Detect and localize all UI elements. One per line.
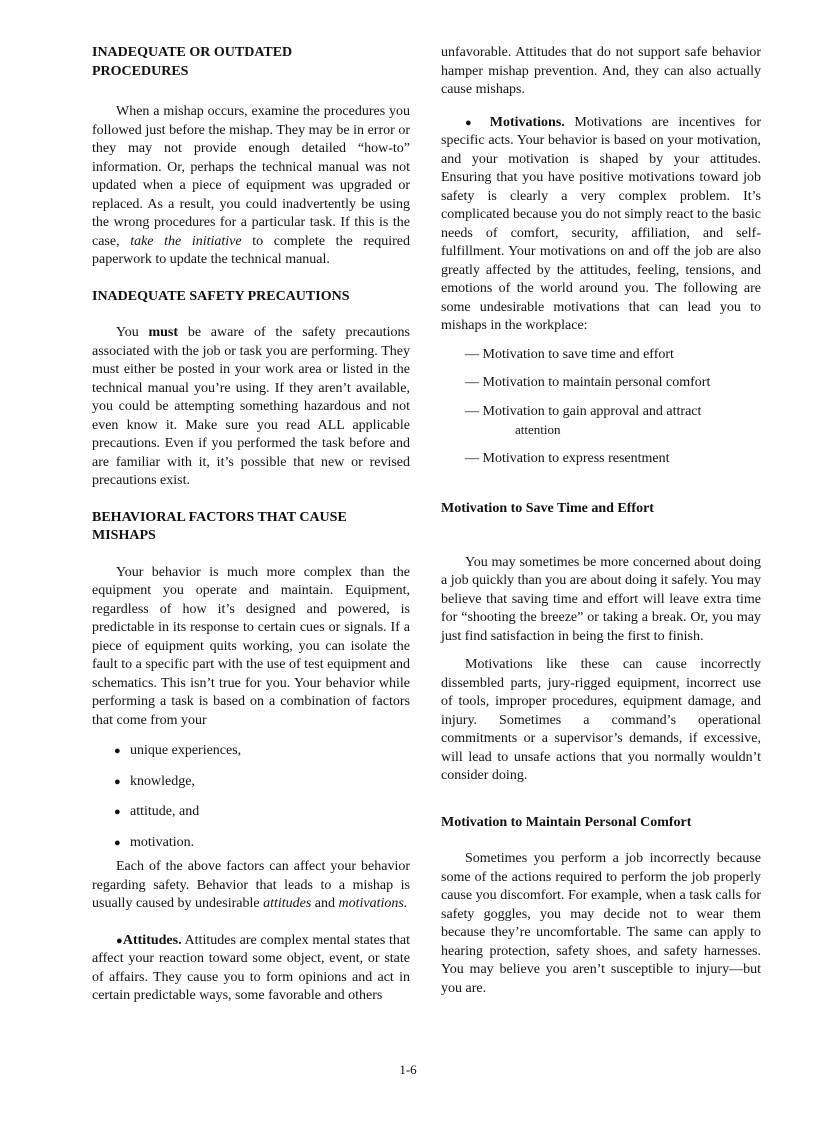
bullet-icon: ● xyxy=(116,934,123,947)
paragraph-safety: You must be aware of the safety precautions associated with the job or task you are performing. They must either be posted in your work area or listed in the technical manual you’re using. If they aren’t available, you could be attempting something hazardous and not even know it. Make sure you read ALL applicable precautions. Even if you performed the task before and are familiar with it, it’s possible that new or revised precautions exist. xyxy=(92,325,410,488)
bullet-icon: ● xyxy=(114,806,121,818)
attitudes-label: Attitudes. xyxy=(122,932,182,948)
heading-safety-precautions: INADEQUATE SAFETY PRECAUTIONS xyxy=(92,288,350,304)
page-number: 1-6 xyxy=(399,1062,417,1077)
bullet-icon: ● xyxy=(114,836,121,849)
left-column xyxy=(92,44,410,1006)
paragraph-factors: Each of the above factors can affect your behavior regarding safety. Behavior that leads to a mishap is usually caused by undesirable attitudes and motivations. xyxy=(92,859,410,911)
paragraph-continued: unfavorable. Attitudes that do not support safe behavior hamper mishap prevention. And, they can also actually cause mishaps. xyxy=(441,45,761,97)
heading-personal-comfort: Motivation to Maintain Personal Comfort xyxy=(441,814,692,830)
list-item: ● unique experiences, xyxy=(92,742,410,761)
list-item: ● attitude, and xyxy=(92,803,410,822)
list-item: — Motivation to express resentment xyxy=(465,450,670,466)
right-column xyxy=(441,44,761,998)
list-item: — Motivation to maintain personal comfort xyxy=(465,375,711,390)
paragraph-personal-comfort: Sometimes you perform a job incorrectly because some of the actions required to perform the job properly cause you discomfort. For example, when a task calls for safety goggles, you may decide not to wear them because they’re uncomfortable. The same can apply to hearing protection, safety shoes, and safety harnesses. You may believe you aren’t susceptible to injury—but you are. xyxy=(441,851,761,996)
paragraph-save-time-2: Motivations like these can cause incorrectly dissembled parts, jury-rigged equipment, incorrect use of tools, improper procedures, equipment damage, and injury. Sometimes a command’s operational commitments or a supervisor’s demands, if excessive, will lead to unsafe actions that you normally wouldn’t consider doing. xyxy=(441,657,761,783)
paragraph-motivations: ● Motivations. Motivations are incentives for specific acts. Your behavior is based on your motivation, and your motivation is shaped by your attitudes. Ensuring that you have positive motivations toward job safety is clearly a very complex problem. It’s complicated because you do not simply react to the basic needs of comfort, security, affiliation, and self-fulfillment. Your motivations on and off the job are also greatly affected by the attitudes, feeling, tensions, and emotions of the world around you. The following are some undesirable motivations that can lead you to mishaps in the workplace: xyxy=(441,114,761,333)
bullet-icon: ● xyxy=(465,116,478,129)
bullet-icon: ● xyxy=(114,775,121,788)
paragraph-attitudes: ●Attitudes. Attitudes are complex mental states that affect your reaction toward some object, event, or state of affairs. They cause you to form opinions and act in certain predictable ways, some favorable and others xyxy=(92,932,410,1003)
list-item: ● knowledge, xyxy=(92,773,410,792)
paragraph-behavior: Your behavior is much more complex than the equipment you operate and maintain. Equipment, regardless of how it’s designed and powered, is predictable in its response to certain cues or signals. If a piece of equipment quits working, you can isolate the fault to a specific part with the use of test equipment and schematics. This isn’t true for you. Your behavior while performing a task is based on a combination of factors that come from your xyxy=(92,564,410,728)
emphasis-take-initiative: take the initiative xyxy=(130,233,242,249)
emphasis-must: must xyxy=(148,325,179,340)
list-item: ● motivation. xyxy=(92,834,410,853)
motivations-label: Motivations. xyxy=(489,114,565,130)
list-item: — Motivation to gain approval and attract attention xyxy=(465,403,702,437)
paragraph-save-time-1: You may sometimes be more concerned about doing a job quickly than you are about doing it safely. You may believe that saving time and effort will leave extra time for “shooting the breeze” or taking a break. Or, you may just find satisfaction in being the first to finish. xyxy=(441,554,761,644)
heading-save-time: Motivation to Save Time and Effort xyxy=(441,501,654,516)
heading-inadequate-procedures: INADEQUATE OR OUTDATED PROCEDURES xyxy=(92,45,293,79)
list-item: — Motivation to save time and effort xyxy=(465,346,674,362)
paragraph-procedures: When a mishap occurs, examine the procedures you followed just before the mishap. They may be in error or they may not provide enough detailed “how-to” information. Or, perhaps the technical manual was not updated when a piece of equipment was upgraded or replaced. As a result, you could inadvertently be using the wrong procedures for a particular task. If this is the case, take the initiative to complete the required paperwork to update the technical manual. xyxy=(92,104,410,267)
factor-list xyxy=(92,742,410,852)
heading-behavioral-factors: BEHAVIORAL FACTORS THAT CAUSE MISHAPS xyxy=(92,509,347,543)
bullet-icon: ● xyxy=(114,745,121,757)
motivation-list xyxy=(441,346,761,469)
